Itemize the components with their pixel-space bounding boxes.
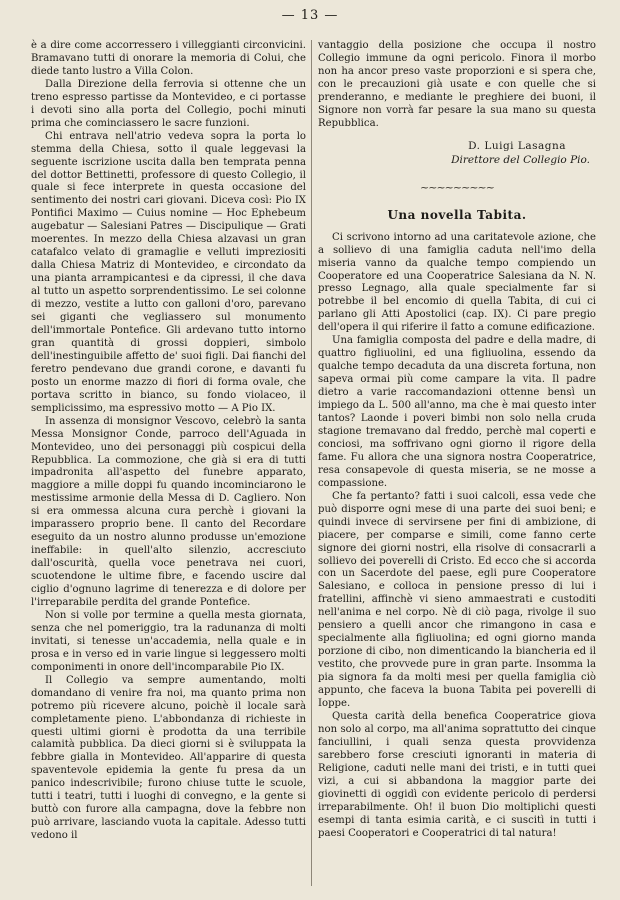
signature-name: D. Luigi Lasagna xyxy=(468,139,566,152)
paragraph: Questa carità della benefica Cooperatrice giova non solo al corpo, ma all'anima soprattutto dei cinque fanciullini, i quali senza questa provvidenza sarebbero forse cresciuti ignoranti in materia di Religione, caduti nelle mani dei tristi, e in tutti quei vizi, a cui si abbandona la maggior parte dei giovinetti di oggidì con evidente pericolo di perdersi irreparabilmente. Oh! il buon Dio moltiplichi questi esempi di tanta esimia carità, e ci suscitì in tutti i paesi Cooperatori e Cooperatrici di tal natura! xyxy=(318,710,596,839)
paragraph: Chi entrava nell'atrio vedeva sopra la porta lo stemma della Chiesa, sotto il quale leggevasi la seguente iscrizione uscita dalla ben temprata penna del dottor Bettinetti, professore di questo Collegio, il quale si fece interprete in questa occasione del sentimento dei nostri cari giovani. Diceva così: Pio IX Pontifici Maximo — Cuius nomine — Hoc Ephebeum augebatur — Salesiani Patres — Discipulique — Grati moerentes. In mezzo della Chiesa alzavasi un gran catafalco velato di gramaglie e velluti impreziositi dalla Chiesa Matriz di Montevideo, e circondato da una pianta arrampicantesi e da cipressi, il che dava al tutto un aspetto sorprendentissimo. Le sei colonne di mezzo, vestite a lutto con galloni d'oro, parevano sei giganti che vegliassero sul monumento dell'immortale Pontefice. Gli ardevano tutto intorno gran quantità di grossi doppieri, simbolo dell'inestinguibile affetto de' suoi figli. Dai fianchi del feretro pendevano due grandi corone, e davanti fu posto un enorme mazzo di fiori di forma ovale, che portava scritto in bianco, su fondo violaceo, il semplicissimo, ma espressivo motto — A Pio IX. xyxy=(31,130,306,414)
paragraph: Il Collegio va sempre aumentando, molti domandano di venire fra noi, ma quanto prima non potremo più ricevere alcuno, poichè il locale sarà completamente pieno. L'abbondanza di richieste in questi ultimi giorni è prodotta da una terribile calamità pubblica. Da dieci giorni si è sviluppata la febbre gialla in Montevideo. All'apparire di questa spaventevole epidemia la gente fu presa da un panico indescrivibile; furono chiuse tutte le scuole, tutti i teatri, tutti i luoghi di convegno, e la gente si buttò con furore alla campagna, dove la febbre non può arrivare, lasciando vuota la capitale. Adesso tutti vedono il xyxy=(31,674,306,842)
ornament-divider: ~~~~~~~~~ xyxy=(420,180,494,194)
paragraph: Una famiglia composta del padre e della madre, di quattro figliuolini, ed una figliuolina, essendo da qualche tempo decaduta da una discreta fortuna, non sapeva ormai più come campare la vita. Il padre dietro a varie raccomandazioni ottenne bensì un impiego da L. 500 all'anno, ma che è mai questo inter tantos? Laonde i poveri bimbi non solo nella cruda stagione tremavano dal freddo, perchè mal coperti e conciosi, ma soffrivano ogni giorno il rigore della fame. Fu allora che una signora nostra Cooperatrice, resa consapevole di questa miseria, se ne mosse a compassione. xyxy=(318,335,596,489)
column-divider xyxy=(311,40,312,886)
left-column xyxy=(31,40,306,843)
page-number: — 13 — xyxy=(281,8,339,23)
paragraph: Che fa pertanto? fatti i suoi calcoli, essa vede che può disporre ogni mese di una parte dei suoi beni; e quindi invece di servirsene per fini di ambizione, di piacere, per comparse e simili, come fanno certe signore dei giorni nostri, ella risolve di consacrarli a sollievo dei poverelli di Cristo. Ed ecco che si accorda con un Sacerdote del paese, egli pure Cooperatore Salesiano, e colloca in pensione presso di lui i fratellini, affinchè vi sieno ammaestrati e custoditi nell'anima e nel corpo. Nè di ciò paga, rivolge il suo pensiero a quelli ancor che rimangono in casa e specialmente alla figliuolina; ed ogni giorno manda porzione di cibo, non dimenticando la biancheria ed il vestito, che provvede pure in gran parte. Insomma la pia signora fa da molti mesi per quella famiglia ciò appunto, che faceva la buona Tabita pei poverelli di Ioppe. xyxy=(318,490,596,709)
paragraph: vantaggio della posizione che occupa il nostro Collegio immune da ogni pericolo. Finora il morbo non ha ancor preso vaste proporzioni e si spera che, con le precauzioni già usate e con quelle che si prenderanno, e mediante le preghiere dei buoni, il Signore non vorrà far pesare la sua mano su questa Repubblica. xyxy=(318,40,596,129)
paragraph: Non si volle por termine a quella mesta giornata, senza che nel pomeriggio, tra la radunanza di molti invitati, si tenesse un'accademia, nella quale e in prosa e in verso ed in varie lingue si leggessero molti componimenti in onore dell'incomparabile Pio IX. xyxy=(31,609,306,673)
paragraph: In assenza di monsignor Vescovo, celebrò la santa Messa Monsignor Conde, parroco dell'Aguada in Montevideo, uno dei personaggi più cospicui della Repubblica. La commozione, che già si era di tutti impadronita all'aspetto del funebre apparato, maggiore a mille doppi fu quando incominciarono le mestissime armonie della Messa di D. Cagliero. Non si era ommessa alcuna cura perchè i giovani la imparassero proprio bene. Il canto del Recordare eseguito da un nostro alunno produsse un'emozione ineffabile: in quell'alto silenzio, accresciuto dall'oscurità, quella voce penetrava nei cuori, scuotendone le ultime fibre, e facendo uscire dal ciglio d'ognuno lagrime di tenerezza e di dolore per l'irreparabile perdita del grande Pontefice. xyxy=(31,415,306,608)
paragraph: Ci scrivono intorno ad una caritatevole azione, che a sollievo di una famiglia caduta nell'imo della miseria vanno da qualche tempo compiendo un Cooperatore ed una Cooperatrice Salesiana da N. N. presso Legnago, alla quale specialmente far si potrebbe il bel encomio di quella Tabita, di cui ci parlano gli Atti Apostolici (cap. IX). Ci pare pregio dell'opera il qui riferire il fatto a comune edificazione. xyxy=(318,231,596,334)
signature-block xyxy=(318,139,596,167)
section-title: Una novella Tabita. xyxy=(387,207,527,222)
right-column xyxy=(318,40,596,840)
paragraph: Dalla Direzione della ferrovia si ottenne che un treno espresso partisse da Montevideo, e ci portasse i devoti sino alla porta del Collegio, pochi minuti prima che cominciassero le sacre funzioni. xyxy=(31,78,306,129)
paragraph: è a dire come accorressero i villeggianti circonvicini. Bramavano tutti di onorare la memoria di Colui, che diede tanto lustro a Villa Colon. xyxy=(31,40,306,77)
signature-role: Direttore del Collegio Pio. xyxy=(451,153,590,166)
